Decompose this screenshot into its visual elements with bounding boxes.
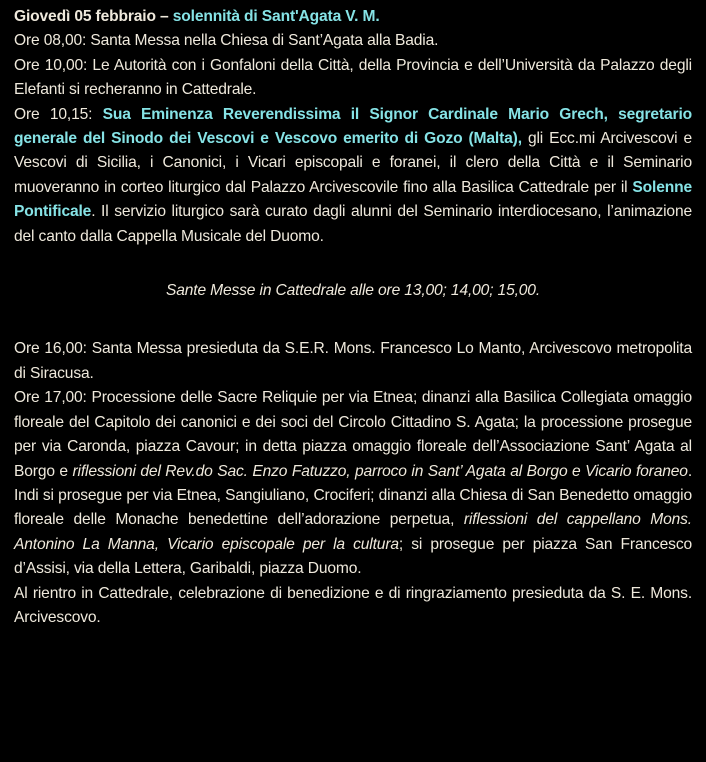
procession-reflection-2: riflessioni del cappellano Mons. Antonino La Manna, Vicario episcopale per la cultura (14, 511, 692, 553)
schedule-item-1015 (14, 103, 692, 249)
pontifical-celebrant: Sua Eminenza Reverendissima il Signor Cardinale Mario Grech, segretario generale del Sinodo dei Vescovi e Vescovo emerito di Gozo (Malta), (14, 105, 692, 148)
closing-celebration: Al rientro in Cattedrale, celebrazione di benedizione e di ringraziamento presieduta da S. E. Mons. Arcivescovo. (14, 584, 692, 626)
pontifical-text-1: gli Ecc.mi Arcivescovi e Vescovi di Sicilia, i Canonici, i Vicari episcopali e foranei, il clero della Città e il Seminario muoveranno in corteo liturgico dal Palazzo Arcivescovile fino alla Basilica Cattedrale per il (14, 130, 692, 196)
heading-feast: solennità di Sant'Agata V. M. (172, 8, 380, 25)
heading-date: Giovedì 05 febbraio – (14, 8, 173, 25)
pontifical-time: Ore 10,15: (14, 105, 103, 123)
procession-text-c: . Indi si prosegue per via Etnea, Sangiuliano, Crociferi; dinanzi alla Chiesa di San Benedetto omaggio floreale delle Monache benedettine dell’adorazione perpetua, (14, 462, 693, 529)
spacer (14, 249, 692, 279)
masses-note: Sante Messe in Cattedrale alle ore 13,00; 14,00; 15,00. (165, 282, 541, 300)
procession-reflection-1: riflessioni del Rev.do Sac. Enzo Fatuzzo, parroco in Sant’ Agata al Borgo e Vicario foraneo (72, 462, 688, 480)
schedule-item-1700 (14, 386, 692, 581)
pontifical-text-2: . Il servizio liturgico sarà curato dagli alunni del Seminario interdiocesano, l’animazione del canto dalla Cappella Musicale del Duomo. (14, 203, 692, 245)
spacer (14, 303, 692, 337)
procession-text-a: Ore 17,00: Processione delle Sacre Reliquie per via Etnea; dinanzi alla Basilica Collegiata omaggio floreale del Capitolo dei canonici e dei soci del Circolo Cittadino S. Agata; la processione prosegue per via Caronda, piazza Cavour; in detta piazza omaggio floreale dell’Associazione Sant’ Agata al Borgo e (14, 389, 692, 480)
schedule-item-0800: Ore 08,00: Santa Messa nella Chiesa di Sant’Agata alla Badia. (14, 32, 439, 50)
day-heading (14, 5, 692, 29)
program-document (14, 5, 692, 630)
procession-text-e: ; si prosegue per piazza San Francesco d’Assisi, via della Lettera, Garibaldi, piazza Duomo. (14, 535, 692, 578)
schedule-item-1000: Ore 10,00: Le Autorità con i Gonfaloni della Città, della Provincia e dell’Università da Palazzo degli Elefanti si recheranno in Cattedrale. (14, 56, 692, 99)
schedule-item-1600: Ore 16,00: Santa Messa presieduta da S.E.R. Mons. Francesco Lo Manto, Arcivescovo metropolita di Siracusa. (14, 340, 692, 382)
pontifical-event: Solenne Pontificale (14, 178, 692, 221)
